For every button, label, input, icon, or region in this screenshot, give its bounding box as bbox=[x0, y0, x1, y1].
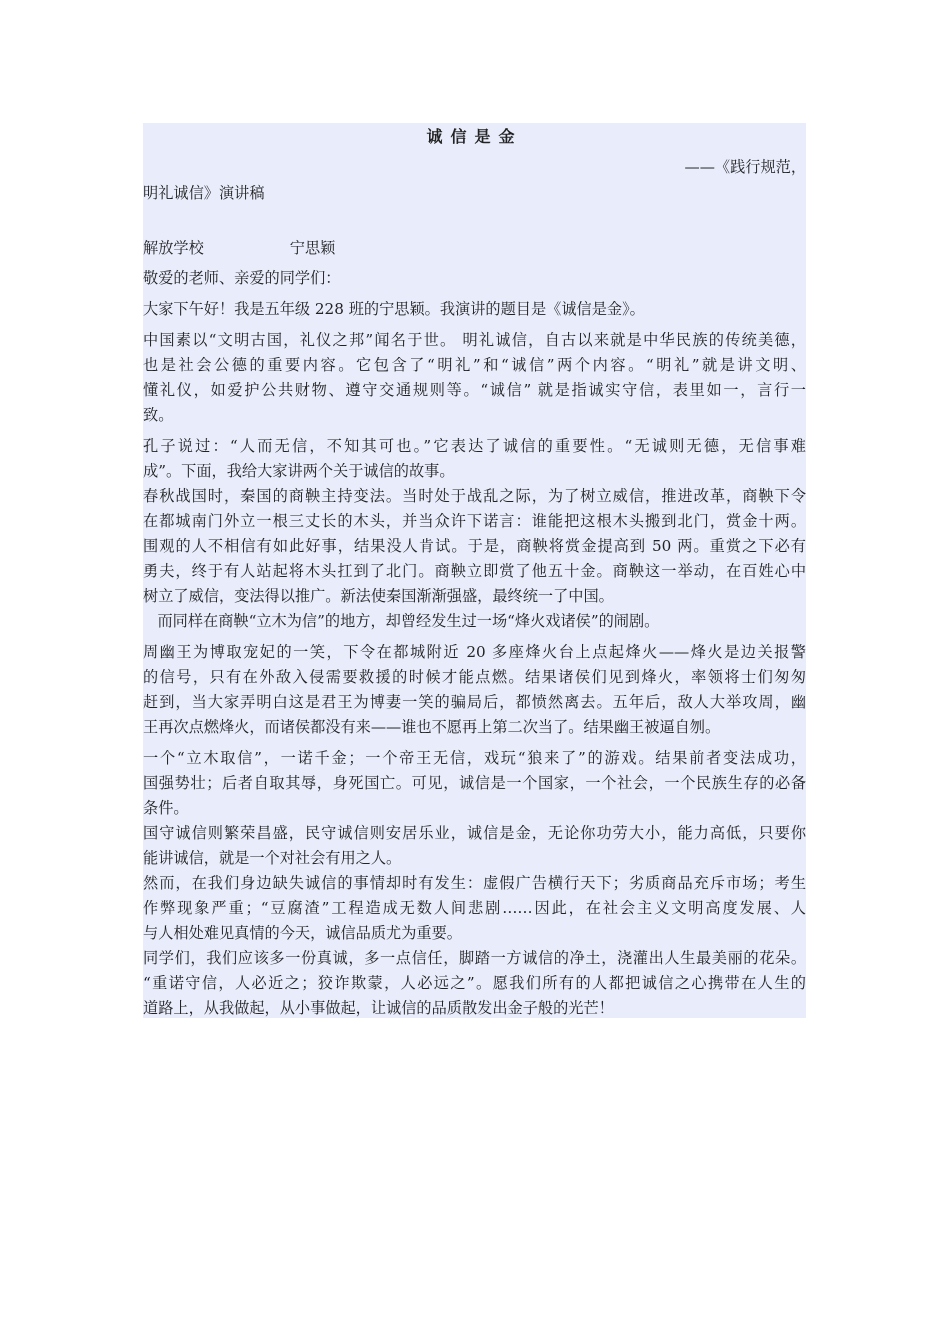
paragraph-line: 同学们，我们应该多一份真诚，多一点信任，脚踏一方诚信的净土，浇灌出人生最美丽的花朵。 bbox=[143, 949, 806, 967]
paragraph-line: 也是社会公德的重要内容。它包含了“明礼”和“诚信”两个内容。“明礼”就是讲文明、 bbox=[143, 356, 806, 374]
paragraph-line: 围观的人不相信有如此好事，结果没人肯试。于是，商鞅将赏金提高到 50 两。重赏之下必有 bbox=[143, 537, 806, 555]
paragraph-line: 致。 bbox=[143, 406, 174, 424]
paragraph-line: 春秋战国时，秦国的商鞅主持变法。当时处于战乱之际，为了树立威信，推进改革，商鞅下令 bbox=[143, 487, 806, 505]
author-line bbox=[143, 236, 806, 260]
paragraph-line: 能讲诚信，就是一个对社会有用之人。 bbox=[143, 849, 402, 867]
paragraph-line: 的信号，只有在外敌入侵需要救援的时候才能点燃。结果诸侯们见到烽火，率领将士们匆匆 bbox=[143, 668, 806, 686]
paragraph-line: 王再次点燃烽火，而诸侯都没有来——谁也不愿再上第二次当了。结果幽王被逼自刎。 bbox=[143, 718, 721, 736]
doc-title: 诚信是金 bbox=[426, 127, 523, 146]
intro-paragraph: 大家下午好！我是五年级 228 班的宁思颖。我演讲的题目是《诚信是金》。 bbox=[143, 300, 645, 318]
paragraph-line: 树立了威信，变法得以推广。新法使秦国渐渐强盛，最终统一了中国。 bbox=[143, 587, 614, 605]
paragraph-line: 孔子说过：“人而无信，不知其可也。”它表达了诚信的重要性。“无诚则无德，无信事难 bbox=[143, 437, 806, 455]
paragraph-line: 道路上，从我做起，从小事做起，让诚信的品质散发出金子般的光芒！ bbox=[143, 999, 614, 1017]
author-school: 解放学校 bbox=[143, 239, 204, 257]
paragraph-line: 而同样在商鞅“立木为信”的地方，却曾经发生过一场“烽火戏诸侯”的闹剧。 bbox=[143, 612, 660, 630]
doc-subtitle-1: ——《践行规范， bbox=[684, 158, 806, 176]
paragraph-line: 与人相处难见真情的今天，诚信品质尤为重要。 bbox=[143, 924, 462, 942]
doc-subtitle-2: 明礼诚信》演讲稿 bbox=[143, 184, 265, 202]
paragraph-line: 周幽王为博取宠妃的一笑，下令在都城附近 20 多座烽火台上点起烽火——烽火是边关报警 bbox=[143, 643, 806, 661]
paragraph-line: 国守诚信则繁荣昌盛，民守诚信则安居乐业，诚信是金，无论你功劳大小，能力高低，只要你 bbox=[143, 824, 806, 842]
paragraph-line: 条件。 bbox=[143, 799, 189, 817]
greeting: 敬爱的老师、亲爱的同学们： bbox=[143, 269, 341, 287]
paragraph-line: 国强势壮；后者自取其辱，身死国亡。可见，诚信是一个国家，一个社会，一个民族生存的必备 bbox=[143, 774, 806, 792]
document-body bbox=[143, 123, 806, 1018]
paragraph-line: 赶到，当大家弄明白这是君王为博妻一笑的骗局后，都愤然离去。五年后，敌人大举攻周，幽 bbox=[143, 693, 806, 711]
paragraph-line: 中国素以“文明古国，礼仪之邦”闻名于世。 明礼诚信，自古以来就是中华民族的传统美德， bbox=[143, 331, 806, 349]
paragraph-line: 在都城南门外立一根三丈长的木头，并当众许下诺言：谁能把这根木头搬到北门，赏金十两。 bbox=[143, 512, 806, 530]
paragraph-line: “重诺守信，人必近之；狡诈欺蒙，人必远之”。愿我们所有的人都把诚信之心携带在人生的 bbox=[143, 974, 806, 992]
paragraph-line: 成”。下面，我给大家讲两个关于诚信的故事。 bbox=[143, 462, 455, 480]
paragraph-line: 勇夫，终于有人站起将木头扛到了北门。商鞅立即赏了他五十金。商鞅这一举动，在百姓心中 bbox=[143, 562, 806, 580]
paragraph-line: 一个“立木取信”，一诺千金；一个帝王无信，戏玩“狼来了”的游戏。结果前者变法成功， bbox=[143, 749, 806, 767]
paragraph-line: 然而，在我们身边缺失诚信的事情却时有发生：虚假广告横行天下；劣质商品充斥市场；考生 bbox=[143, 874, 806, 892]
paragraph-line: 作弊现象严重；“豆腐渣”工程造成无数人间悲剧……因此，在社会主义文明高度发展、人 bbox=[143, 899, 806, 917]
author-name: 宁思颖 bbox=[289, 239, 336, 257]
paragraph-line: 懂礼仪，如爱护公共财物、遵守交通规则等。“诚信” 就是指诚实守信，表里如一，言行一 bbox=[143, 381, 806, 399]
